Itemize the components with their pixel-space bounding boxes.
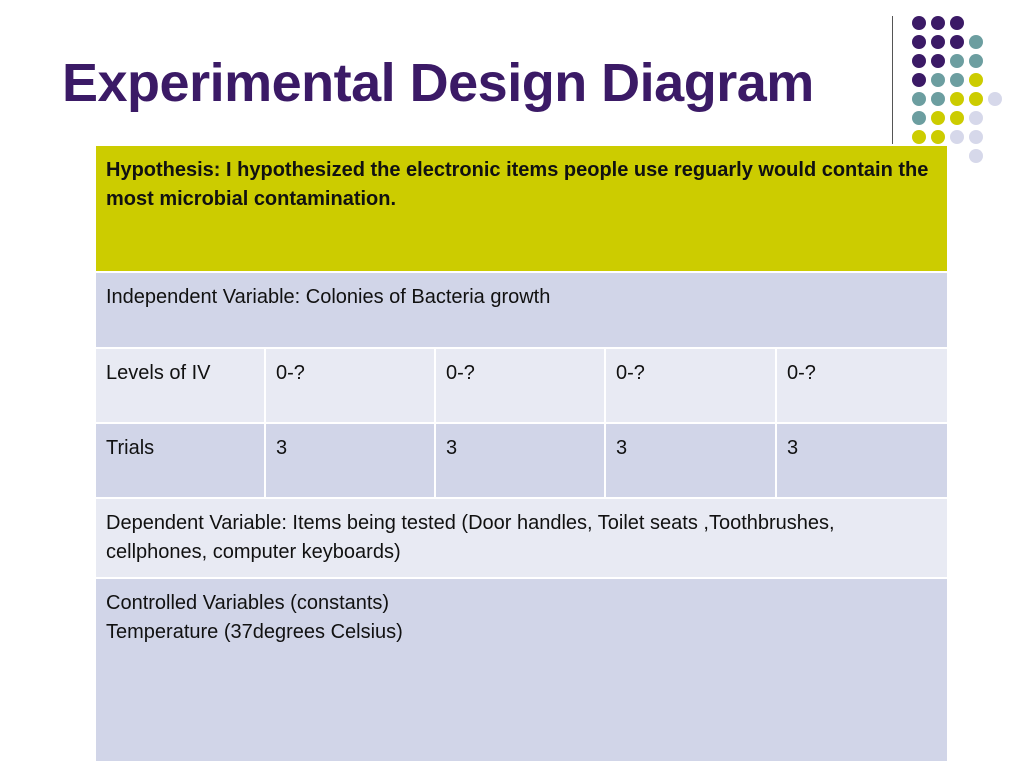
decorative-dot bbox=[969, 111, 983, 125]
hypothesis-cell: Hypothesis: I hypothesized the electronic items people use reguarly would contain the most microbial contamination. bbox=[95, 145, 948, 272]
decorative-dot bbox=[931, 16, 945, 30]
controlled-variable-item: Temperature (37degrees Celsius) bbox=[106, 621, 403, 643]
decorative-dot bbox=[931, 130, 945, 144]
decorative-dot bbox=[988, 92, 1002, 106]
levels-value-cell: 0-? bbox=[265, 348, 435, 423]
decorative-dot bbox=[950, 35, 964, 49]
decorative-dot bbox=[912, 16, 926, 30]
decorative-dot bbox=[969, 54, 983, 68]
decorative-dot bbox=[950, 16, 964, 30]
trials-row bbox=[95, 423, 948, 498]
decorative-dot bbox=[950, 73, 964, 87]
decorative-dot bbox=[969, 130, 983, 144]
independent-variable-cell: Independent Variable: Colonies of Bacteria growth bbox=[95, 272, 948, 348]
decorative-dot bbox=[912, 54, 926, 68]
experimental-design-table bbox=[94, 144, 949, 763]
decorative-dot bbox=[912, 92, 926, 106]
independent-variable-row bbox=[95, 272, 948, 348]
decorative-dot bbox=[969, 73, 983, 87]
slide-title: Experimental Design Diagram bbox=[62, 53, 814, 113]
trials-label-cell: Trials bbox=[95, 423, 265, 498]
decorative-dot bbox=[950, 54, 964, 68]
decorative-dot bbox=[969, 92, 983, 106]
trials-value-cell: 3 bbox=[605, 423, 776, 498]
decorative-dot bbox=[950, 92, 964, 106]
levels-row bbox=[95, 348, 948, 423]
decorative-dot bbox=[931, 111, 945, 125]
decorative-dot bbox=[931, 92, 945, 106]
decorative-dot bbox=[912, 130, 926, 144]
title-divider-line bbox=[892, 16, 893, 144]
decorative-dot bbox=[931, 73, 945, 87]
decorative-dot bbox=[912, 73, 926, 87]
levels-value-cell: 0-? bbox=[776, 348, 948, 423]
decorative-dot bbox=[931, 54, 945, 68]
decorative-dot bbox=[931, 35, 945, 49]
trials-value-cell: 3 bbox=[265, 423, 435, 498]
hypothesis-row bbox=[95, 145, 948, 272]
controlled-variables-heading: Controlled Variables (constants) bbox=[106, 592, 390, 614]
decorative-dot bbox=[912, 111, 926, 125]
decorative-dot bbox=[969, 149, 983, 163]
decorative-dot bbox=[969, 35, 983, 49]
levels-value-cell: 0-? bbox=[435, 348, 605, 423]
decorative-dot bbox=[950, 111, 964, 125]
levels-value-cell: 0-? bbox=[605, 348, 776, 423]
controlled-variables-cell bbox=[95, 578, 948, 762]
controlled-variables-row bbox=[95, 578, 948, 762]
trials-value-cell: 3 bbox=[435, 423, 605, 498]
trials-value-cell: 3 bbox=[776, 423, 948, 498]
dependent-variable-cell: Dependent Variable: Items being tested (Door handles, Toilet seats ,Toothbrushes, cellphones, computer keyboards) bbox=[95, 498, 948, 578]
decorative-dot bbox=[912, 35, 926, 49]
levels-label-cell: Levels of IV bbox=[95, 348, 265, 423]
dependent-variable-row bbox=[95, 498, 948, 578]
decorative-dot bbox=[950, 130, 964, 144]
